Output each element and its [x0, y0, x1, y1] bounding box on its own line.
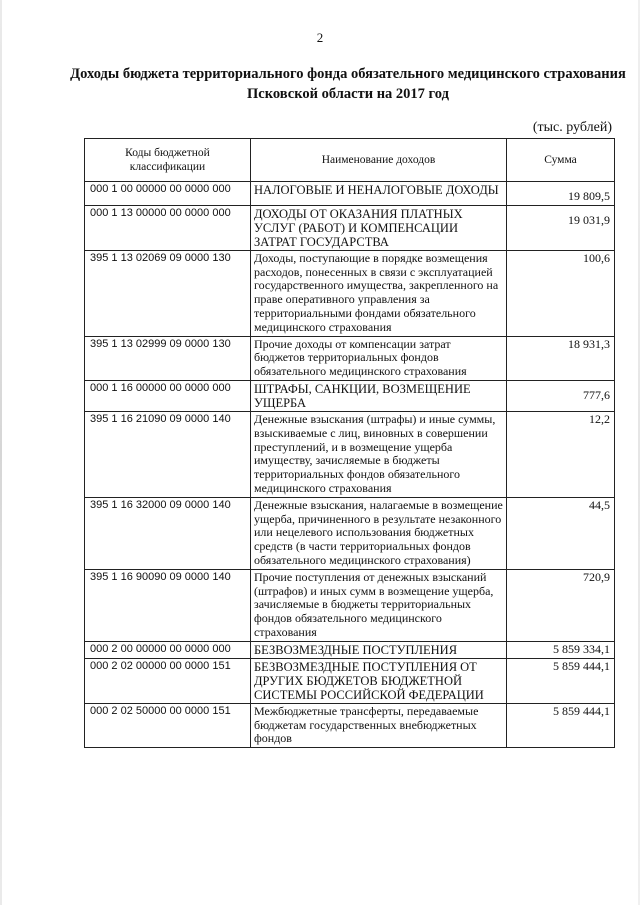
row-amount: 19 031,9	[507, 205, 615, 250]
row-code: 395 1 16 90090 09 0000 140	[85, 569, 251, 641]
row-name: БЕЗВОЗМЕЗДНЫЕ ПОСТУПЛЕНИЯ ОТ ДРУГИХ БЮДЖЕТОВ БЮДЖЕТНОЙ СИСТЕМЫ РОССИЙСКОЙ ФЕДЕРАЦИИ	[251, 658, 507, 703]
header-amount: Сумма	[507, 139, 615, 182]
row-amount: 12,2	[507, 411, 615, 497]
row-amount: 100,6	[507, 250, 615, 336]
table-row	[85, 380, 615, 411]
row-code: 000 2 02 50000 00 0000 151	[85, 703, 251, 747]
row-name: Межбюджетные трансферты, передаваемые бюджетам государственных внебюджетных фондов	[251, 703, 507, 747]
table-row	[85, 205, 615, 250]
row-name: Доходы, поступающие в порядке возмещения расходов, понесенных в связи с эксплуатацией государственного имущества, закрепленного на праве оперативного управления за территориальными фондами обязательного медицинского страхования	[251, 250, 507, 336]
table-row	[85, 641, 615, 658]
header-name: Наименование доходов	[251, 139, 507, 182]
row-name: Прочие доходы от компенсации затрат бюджетов территориальных фондов обязательного медицинского страхования	[251, 336, 507, 380]
table-row	[85, 182, 615, 206]
units-label: (тыс. рублей)	[532, 120, 612, 135]
row-name: Денежные взыскания (штрафы) и иные суммы, взыскиваемые с лиц, виновных в совершении преступлений, и в возмещение ущерба имуществу, зачисляемые в бюджеты территориальных фондов обязательного медицинского страхования	[251, 411, 507, 497]
table-row	[85, 411, 615, 497]
row-code: 395 1 16 21090 09 0000 140	[85, 411, 251, 497]
row-code: 000 1 00 00000 00 0000 000	[85, 182, 251, 206]
table-row	[85, 497, 615, 569]
row-amount: 5 859 334,1	[507, 641, 615, 658]
document-title: Доходы бюджета территориального фонда обязательного медицинского страхования Псковской области на 2017 год	[70, 66, 626, 102]
row-name: НАЛОГОВЫЕ И НЕНАЛОГОВЫЕ ДОХОДЫ	[251, 182, 507, 206]
row-code: 395 1 13 02069 09 0000 130	[85, 250, 251, 336]
row-code: 000 2 02 00000 00 0000 151	[85, 658, 251, 703]
row-amount: 5 859 444,1	[507, 658, 615, 703]
header-code: Коды бюджетной классификации	[85, 139, 251, 182]
row-amount: 19 809,5	[507, 182, 615, 206]
row-name: БЕЗВОЗМЕЗДНЫЕ ПОСТУПЛЕНИЯ	[251, 641, 507, 658]
table-row	[85, 658, 615, 703]
revenue-table	[84, 138, 615, 748]
row-name: Денежные взыскания, налагаемые в возмещение ущерба, причиненного в результате незаконного или нецелевого использования бюджетных средств (в части территориальных фондов обязательного медицинского страхования)	[251, 497, 507, 569]
row-name: ДОХОДЫ ОТ ОКАЗАНИЯ ПЛАТНЫХ УСЛУГ (РАБОТ) И КОМПЕНСАЦИИ ЗАТРАТ ГОСУДАРСТВА	[251, 205, 507, 250]
row-amount: 44,5	[507, 497, 615, 569]
row-amount: 777,6	[507, 380, 615, 411]
row-name: Прочие поступления от денежных взысканий (штрафов) и иных сумм в возмещение ущерба, зачисляемые в бюджеты территориальных фондов обязательного медицинского страхования	[251, 569, 507, 641]
table-header-row	[85, 139, 615, 182]
row-code: 395 1 16 32000 09 0000 140	[85, 497, 251, 569]
page-number: 2	[316, 30, 324, 45]
table-row	[85, 250, 615, 336]
row-amount: 5 859 444,1	[507, 703, 615, 747]
row-amount: 720,9	[507, 569, 615, 641]
row-code: 000 2 00 00000 00 0000 000	[85, 641, 251, 658]
table-row	[85, 569, 615, 641]
table-row	[85, 336, 615, 380]
scan-left-edge	[0, 0, 2, 905]
row-name: ШТРАФЫ, САНКЦИИ, ВОЗМЕЩЕНИЕ УЩЕРБА	[251, 380, 507, 411]
row-code: 000 1 16 00000 00 0000 000	[85, 380, 251, 411]
row-code: 395 1 13 02999 09 0000 130	[85, 336, 251, 380]
row-amount: 18 931,3	[507, 336, 615, 380]
table-row	[85, 703, 615, 747]
row-code: 000 1 13 00000 00 0000 000	[85, 205, 251, 250]
